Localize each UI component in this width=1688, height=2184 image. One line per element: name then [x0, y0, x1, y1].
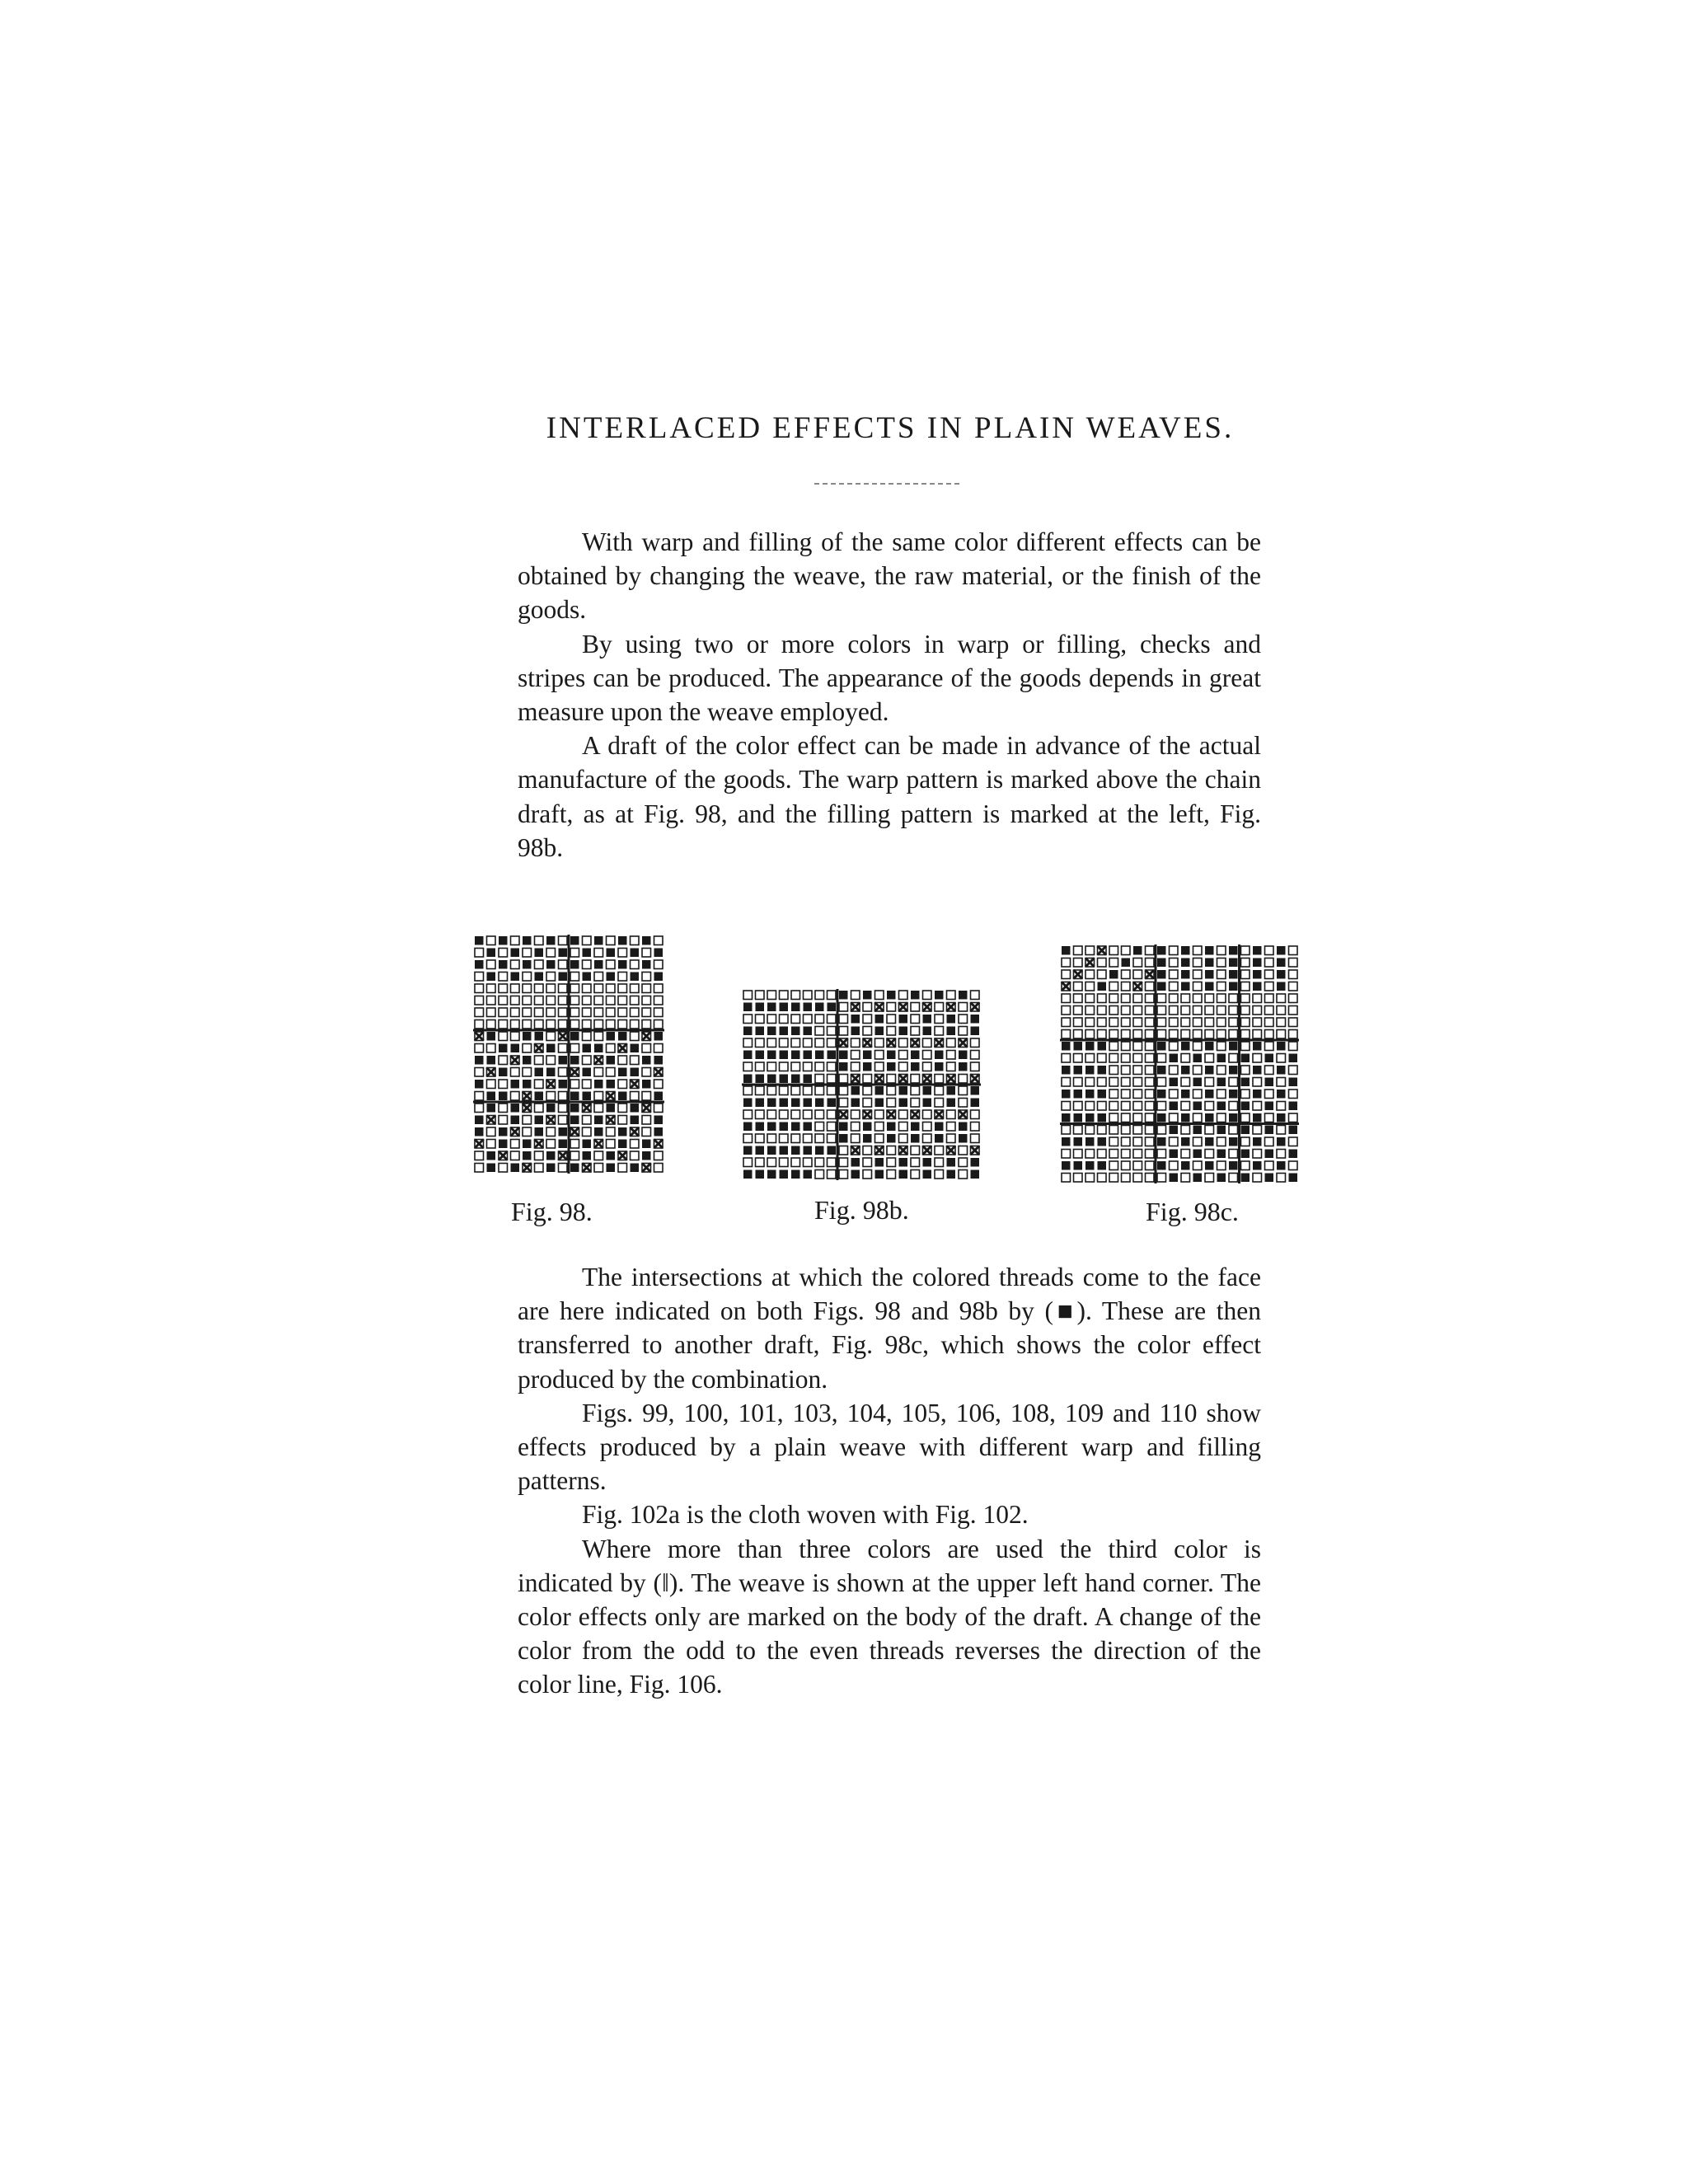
- figure-98b: [742, 989, 986, 1183]
- paragraph: A draft of the color effect can be made in advance of the actual manufacture of the goods. The warp pattern is marked above the chain draft, as at Fig. 98, and the filling pattern is marked at the left, Fig. 98b.: [518, 731, 1261, 862]
- figure-98c: [1060, 944, 1304, 1185]
- body-text-bottom: [518, 1260, 1261, 1702]
- figure-98c-caption: Fig. 98c.: [1146, 1197, 1239, 1226]
- paragraph: Figs. 99, 100, 101, 103, 104, 105, 106, 108, 109 and 110 show effects produced by a plain weave with different warp and filling patterns.: [518, 1398, 1261, 1496]
- body-text-top: [518, 525, 1261, 865]
- paragraph: With warp and filling of the same color different effects can be obtained by changing the weave, the raw material, or the finish of the goods.: [518, 527, 1261, 625]
- weave-draft-98: [473, 935, 669, 1175]
- paragraph: The intersections at which the colored threads come to the face are here indicated on both Figs. 98 and 98b by (■). These are then transferred to another draft, Fig. 98c, which shows the color effect produced by the combination.: [518, 1263, 1261, 1394]
- page-title: INTERLACED EFFECTS IN PLAIN WEAVES.: [546, 411, 1235, 445]
- figure-98: [473, 935, 669, 1175]
- weave-draft-98c: [1060, 944, 1304, 1185]
- paragraph: Fig. 102a is the cloth woven with Fig. 102.: [582, 1500, 1029, 1530]
- weave-draft-98b: [742, 989, 986, 1183]
- figure-98-caption: Fig. 98.: [511, 1197, 593, 1226]
- paragraph: Where more than three colors are used the third color is indicated by (‖). The weave is shown at the upper left hand corner. The color effects only are marked on the body of the draft. A change of the color from the odd to the even threads reverses the direction of the color line, Fig. 106.: [518, 1534, 1261, 1699]
- figure-98b-caption: Fig. 98b.: [814, 1195, 909, 1225]
- paragraph: By using two or more colors in warp or filling, checks and stripes can be produced. The appearance of the goods depends in great measure upon the weave employed.: [518, 629, 1261, 727]
- title-divider: [814, 483, 959, 485]
